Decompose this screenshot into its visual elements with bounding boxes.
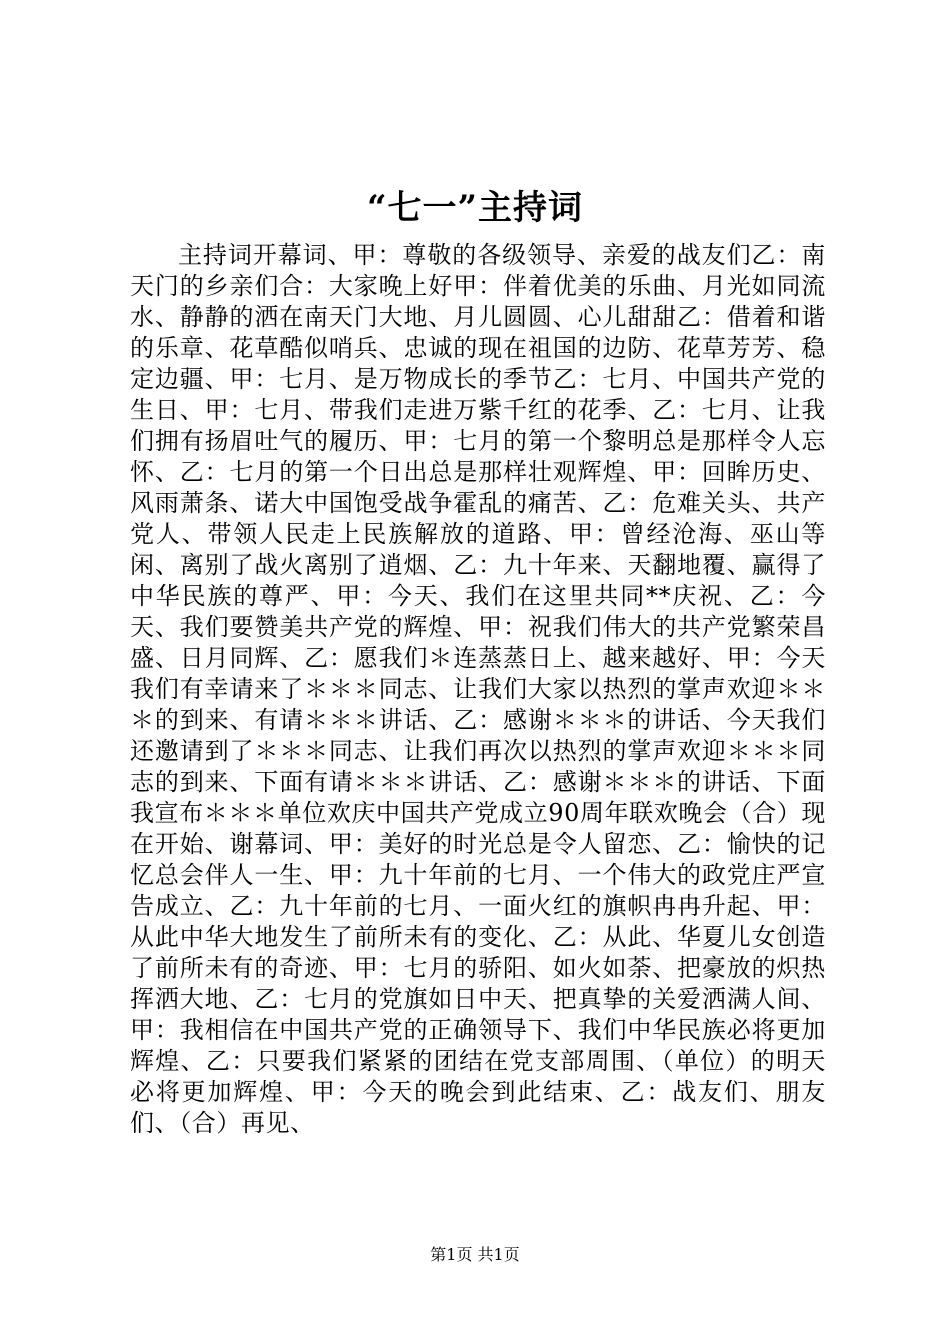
page-number: 第1页 共1页 <box>430 1245 520 1264</box>
document-body: 主持词开幕词、甲：尊敬的各级领导、亲爱的战友们乙：南天门的乡亲们合：大家晚上好甲：伴着优美的乐曲、月光如同流水、静静的洒在南天门大地、月儿圆圆、心儿甜甜乙：借着和谐的乐章、花草酷似哨兵、忠诚的现在祖国的边防、花草芳芳、稳定边疆、甲：七月、是万物成长的季节乙：七月、中国共产党的生日、甲：七月、带我们走进万紫千红的花季、乙：七月、让我们拥有扬眉吐气的履历、甲：七月的第一个黎明总是那样令人忘怀、乙：七月的第一个日出总是那样壮观辉煌、甲：回眸历史、风雨萧条、诺大中国饱受战争霍乱的痛苦、乙：危难关头、共产党人、带领人民走上民族解放的道路、甲：曾经沧海、巫山等闲、离别了战火离别了逍烟、乙：九十年来、天翻地覆、赢得了中华民族的尊严、甲：今天、我们在这里共同**庆祝、乙：今天、我们要赞美共产党的辉煌、甲：祝我们伟大的共产党繁荣昌盛、日月同辉、乙：愿我们＊连蒸蒸日上、越来越好、甲：今天我们有幸请来了＊＊＊同志、让我们大家以热烈的掌声欢迎＊＊＊的到来、有请＊＊＊讲话、乙：感谢＊＊＊的讲话、今天我们还邀请到了＊＊＊同志、让我们再次以热烈的掌声欢迎＊＊＊同志的到来、下面有请＊＊＊讲话、乙：感谢＊＊＊的讲话、下面我宣布＊＊＊单位欢庆中国共产党成立90周年联欢晚会（合）现在开始、谢幕词、甲：美好的时光总是令人留恋、乙：愉快的记忆总会伴人一生、甲：九十年前的七月、一个伟大的政党庄严宣告成立、乙：九十年前的七月、一面火红的旗帜冉冉升起、甲：从此中华大地发生了前所未有的变化、乙：从此、华夏儿女创造了前所未有的奇迹、甲：七月的骄阳、如火如荼、把豪放的炽热挥洒大地、乙：七月的党旗如日中天、把真挚的关爱洒满人间、甲：我相信在中国共产党的正确领导下、我们中华民族必将更加辉煌、乙：只要我们紧紧的团结在党支部周围、（单位）的明天必将更加辉煌、甲：今天的晚会到此结束、乙：战友们、朋友们、（合）再见、 <box>130 241 826 1137</box>
document-title: “七一”主持词 <box>366 188 584 228</box>
